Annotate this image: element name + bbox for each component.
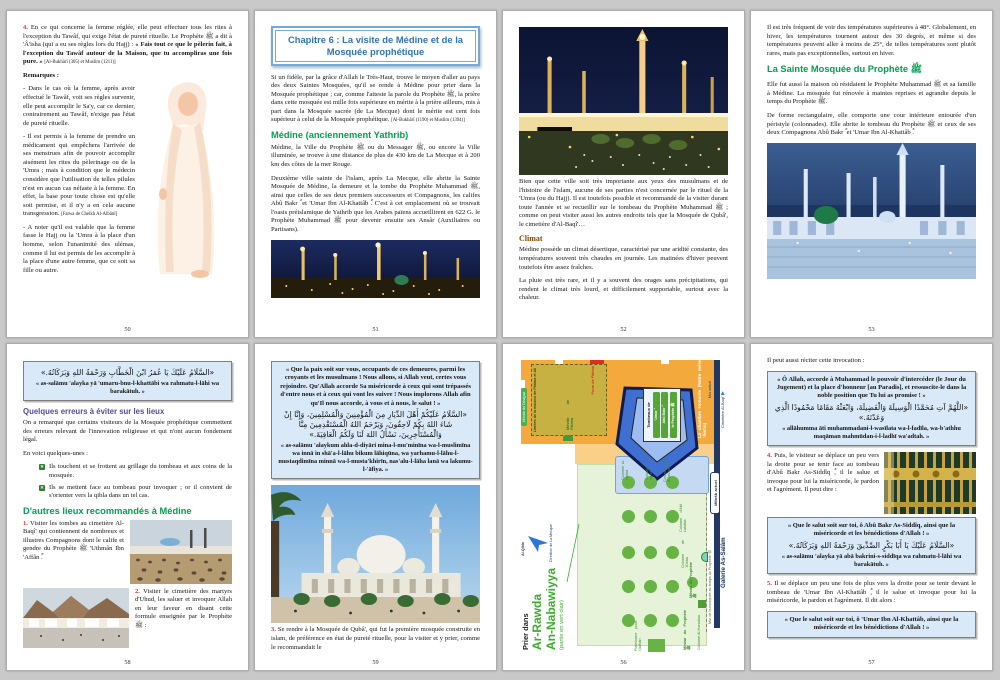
medina-paragraph-2: Deuxième ville sainte de l'islam, après La Mecque, elle abrite la Sainte Mosquée de Médine, la demeure et la tombe du Prophète Muhammad ﷺ, ainsi que celles de ses deux premiers successeurs et Compagnons, les califes Abû Bakr ؓ et 'Umar Ibn Al-Khattâb ؓ. C'est à cet emplacement où se trouvait l'oasis préislamique de Yathrib que les Arabes païens accueillirent en 622 G. le Prophète Muhammad ﷺ pour devenir ensuite ses Ansâr (Auxiliaires ou Partisans).: [271, 174, 480, 233]
column-marker: [622, 510, 635, 523]
current-mihrab-label: Mihrâb actuel: [710, 472, 720, 514]
medina-heading: Médine (anciennement Yathrib): [271, 129, 409, 140]
climate-paragraph-2: La pluie est très rare, et il y a souvent des orages sans précipitations, qui rendent le climat très lourd, et difficilement supportable, surtout avec la chaleur.: [519, 277, 728, 302]
adhan-platform-marker: [648, 639, 665, 652]
adhan-platform-label: Plateforme pour l'Adhân: [633, 620, 642, 651]
fatima-gate-label: Porte de Fâtima: [590, 365, 595, 394]
error-item: ✕ Ils touchent et se frottent au grillage du tombeau et aux coins de la mosquée.: [40, 463, 232, 480]
prophet-mihrab-marker: [701, 552, 708, 562]
step-4-paragraph: 4. Puis, le visiteur se déplace un peu vers la droite pour se tenir face au tombeau d'Abû Bakr As-Siddîq ؓ, il le salue et invoque pour lui la miséricorde, le pardon et l'agrément. Il peut dire :: [767, 451, 880, 494]
page-51: [254, 10, 497, 338]
column-marker: [622, 614, 635, 627]
aisha-column-label: Colonne de 'Â'isha: [680, 539, 689, 568]
recommended-places-heading: D'autres lieux recommandés à Médine: [23, 505, 192, 516]
cross-box-icon: ✕: [40, 464, 44, 470]
page-58: [6, 343, 249, 671]
holy-mosque-heading: La Sainte Mosquée du Prophète ﷺ: [767, 64, 922, 75]
right-arrow-icon: ▶: [719, 390, 726, 395]
arabic-dua-text: «السَّلَامُ عَلَيْكَ يَا عُمَرُ ابْنَ الْخَطَّابِ وَرَحْمَةُ اللهِ وَبَرَكَاتُهُ.»: [40, 368, 215, 377]
cemetery-salutation-box: [271, 361, 480, 479]
column-marker: [644, 580, 657, 593]
qibla-arrow-icon: [527, 534, 549, 552]
map-pointer-line: [565, 522, 581, 582]
fatwa-reference: [Fatwa de Cheikh Al-Albânî]: [61, 212, 118, 218]
column-marker: [644, 546, 657, 559]
map-door-gap: [661, 360, 669, 364]
remark-1: - Dans le cas où la femme, après avoir effectué le Tawâf, voit ses règles survenir, elle peut accomplir le Sa'y, car ce dernier, contrairement au Tawâf, n'exige pas l'état de pureté rituelle.: [23, 85, 135, 127]
map-pretitle: Prier dans: [520, 612, 530, 650]
arabic-dua-text: «السَّلَامُ عَلَيْكُمْ أَهْلَ الدِّيَارِ مِنَ الْمُؤْمِنِينَ وَالْمُسْلِمِينَ، وَإِنَّا إِنْ شَاءَ اللهُ بِكُمْ لَاحِقُونَ، وَيَرْحَمُ اللهُ الْمُسْتَقْدِمِينَ مِنَّا وَالْمُسْتَأْخِرِينَ، نَسْأَلُ اللهَ لَنَا وَلَكُمُ الْعَافِيَةَ.»: [284, 410, 467, 439]
french-dua-text: « Que le salut soit sur toi, ô 'Umar Ibn Al-Khattâb, ainsi que la miséricorde et les bénédictions d'Allah ! »: [784, 615, 959, 632]
cross-box-icon: ✕: [40, 484, 44, 490]
chapter-title: Chapitre 6 : La visite de Médine et de la Mosquée prophétique: [275, 30, 476, 62]
bed-column-label: Colonne du lit (as-sarîr): [662, 459, 671, 482]
column-marker: [622, 546, 635, 559]
arabic-dua-text: «السَّلَامُ عَلَيْكَ يَا أَبَا بَكْرٍ الصِّدِّيقَ وَرَحْمَةُ اللهِ وَبَرَكَاتُهُ.»: [788, 540, 955, 550]
page-number: 52: [620, 325, 627, 333]
column-marker: [666, 510, 679, 523]
tomb-prophet-label: le Prophète ﷺ: [669, 392, 676, 438]
prophets-mosque-dusk-photo: [767, 143, 976, 279]
errors-heading: Quelques erreurs à éviter sur les lieux: [23, 407, 165, 417]
column-marker: [622, 580, 635, 593]
uhud-text: 2. Visiter le cimetière des martyrs d'Uhud, les saluer et invoquer Allah en leur faveur en disant cette formule enseignée par le Prophète ﷺ :: [135, 587, 232, 629]
remark-2: - Il est permis à la femme de prendre un médicament qui empêchera l'arrivée de ses menstrues afin de pouvoir accomplir aisément les rites du pèlerinage ou de la 'Umra ; mais à condition que le médecin considère que l'utilisation de telles pilules n'est en aucun cas néfaste à la femme. En effet, la base pour toute chose est qu'elle soit permise, et il n'y a en cela aucune transgression. [Fatwa de Cheikh Al-Albânî]: [23, 133, 135, 218]
paragraph-4: 4. En ce qui concerne la femme réglée, elle peut effectuer tous les rites à l'exception du Tawâf, qui exige l'état de pureté rituelle. Le Prophète ﷺ a dit à 'Â'isha (qui a eu ses règles lors du Hajj) : « Fais tout ce que le pèlerin fait, à l'exception du Tawâf autour de la Maison, que tu accompliras une fois pure. » [Al-Bukhârî (305) et Muslim (1211)]: [23, 24, 232, 66]
hannana-column-label: Colonne Al-Hannâna: [696, 614, 701, 650]
page-number: 51: [372, 325, 379, 333]
chapter-title-box: [271, 26, 480, 66]
transliteration-text: « as-salāmu 'alaykum ahla-d-diyāri mina-l-mu'minīna wa-l-muslimīna wa innā in shā'a-l-lāhu bikum lāhiqūna, wa yarhamu-l-lāhu-l-mustaqdimīna minnā wa-l-musta'khirīn, nas'alu-l-lāha lanā wa lakumu-l-'āfiya. »: [278, 441, 473, 474]
wufud-column-label: Colonne al-wufûd: [620, 459, 629, 480]
qibla-label: Al-Qibla: [520, 541, 525, 556]
quba-paragraph: 3. Se rendre à la Mosquée de Qubâ', qui fut la première mosquée construite en islam, de préférence en état de pureté rituelle, pour la visiter et y prier, comme le recommandait le: [271, 626, 480, 651]
errors-paragraph: On a remarqué que certains visiteurs de la Mosquée prophétique commettent des erreurs relevant de l'innovation religieuse et qui n'ont aucun fondement légal.: [23, 419, 232, 444]
fatima-gate-marker: [590, 360, 604, 364]
map-door-gap: [521, 380, 525, 388]
mihrab-tahajjud-label: Mihrâb du Tahajjud: [521, 388, 527, 426]
page-53: [750, 10, 993, 338]
hadith-quote: « Fais tout ce que le pèlerin fait, à l'exception du Tawâf autour de la Maison, que tu accompliras une fois pure. »: [23, 41, 232, 66]
prophets-mosque-night-photo: [519, 27, 728, 175]
column-marker: [666, 546, 679, 559]
remarques-heading: Remarques :: [23, 71, 59, 79]
remark-3: - A noter qu'il est valable que la femme fasse le Hajj ou la 'Umra à la place d'un homme, selon l'unanimité des ulémas, comme il lui est permis de les accomplir à la place d'une autre femme, que ce soit sa fille ou autre.: [23, 223, 135, 274]
fatima-house-label: Limites de la maison de Fâtima et Ali: [532, 367, 537, 432]
column-marker: [666, 580, 679, 593]
prophet-mihrab-label: Mihrâb du Prophète ﷺ: [688, 561, 697, 598]
salutation-umar-box: [23, 361, 232, 401]
page-57: [750, 343, 993, 671]
tomb-umar-label: 'Umar ؓ: [652, 392, 659, 438]
tombs-title: Tombeaux de: [645, 401, 651, 428]
mosque-paragraph-2: De forme rectangulaire, elle comporte une cour intérieure entourée d'un péristyle (colonnades). Elle abrite le tombeau du Prophète ﷺ et ceux de ses deux Compagnons Abû Bakr ؓ et 'Umar Ibn Al-Khattâb ؓ.: [767, 111, 976, 137]
chapter-intro: Si un fidèle, par la grâce d'Allah le Très-Haut, trouve le moyen d'aller au pays des deux Saintes Mosquées, qu'il se rende à Médine pour prier dans la Mosquée prophétique ; car, comme l'atteste la parole du Prophète ﷺ, la prière dans cette mosquée est mille fois supérieure en mérite à la prière ailleurs, mis à part dans la Mosquée sacrée (de La Mecque) dont le mérite est cent fois supérieur à celui de la Mosquée prophétique. [Al-Bukhârî (1190) et Muslim (1394)]: [271, 73, 481, 124]
map-title-line1: Ar-Rawda: [529, 593, 544, 650]
tomb-abubakr-label: Abû Bakr ؓ: [661, 392, 668, 438]
medina-night-photo: [271, 240, 480, 298]
arabic-dua-text: «اللَّهُمَّ آتِ مُحَمَّدًا الْوَسِيلَةَ وَالْفَضِيلَةَ، وَابْعَثْهُ مَقَامًا مَحْمُودًا الَّذِي وَعَدْتَهُ.»: [774, 402, 969, 422]
page-56: [502, 343, 745, 671]
french-dua-text: « Ô Allah, accorde à Muhammad le pouvoir d'intercéder (le Jour du Jugement) et la place d'honneur [au Paradis], et ressuscite-le dans la noble position que Tu lui as promise ! »: [776, 375, 967, 400]
page-52: [502, 10, 745, 338]
salam-gallery-label: Galerie As-Salâm: [719, 536, 727, 588]
uhud-row: [23, 588, 232, 648]
map-subtitle: (partie en vert clair): [558, 599, 565, 650]
page-number: 50: [124, 325, 131, 333]
abubakr-salutation-box: [767, 517, 976, 574]
haras-column-label: Colonne al-haras: [644, 459, 653, 480]
page-number: 59: [372, 658, 379, 666]
baqi-row: [23, 520, 232, 584]
rawda-map: [521, 360, 727, 652]
current-wall-label: Mur actuel: [707, 380, 712, 398]
woman-hijab-illustration: [140, 74, 232, 279]
uhud-cemetery-photo: [23, 588, 129, 648]
step-5-paragraph: 5. Il se déplace un peu une fois de plus vers la droite pour se tenir devant le tombeau de 'Umar Ibn Al-Khattâb ؓ, il le salue et invoque pour lui la miséricorde, le pardon et l'agrément. Il dit alors :: [767, 580, 977, 605]
tomb-grille-photo: [884, 452, 976, 514]
error-item: ✕ Ils se mettent face au tombeau pour invoquer ; or il convient de s'orienter vers la qibla dans un tel cas.: [40, 483, 232, 500]
minbar-label: Minbar du Prophète ﷺ: [682, 609, 691, 650]
page-59: [254, 343, 497, 671]
honored-chamber-label: La chambre Honorée (Notre mère 'Âisha): [696, 359, 707, 438]
map-title-line2: An-Nabawiyya: [543, 567, 558, 650]
abulubaba-column-label: Colonne d'Abî Lubâba: [678, 503, 687, 532]
old-wall-label: Mur de la mosquée au temps du Prophète ﷺ: [707, 549, 711, 624]
mihrab-fatima-label: Mihrâb de Fâtima: [565, 399, 574, 430]
climate-heading: Climat: [519, 234, 543, 244]
column-marker: [644, 510, 657, 523]
column-marker: [644, 614, 657, 627]
map-door-gap: [555, 360, 563, 364]
baqi-cemetery-photo: [130, 520, 232, 584]
page-number: 53: [868, 325, 875, 333]
climate-paragraph-1: Médine possède un climat désertique, caractérisé par une aridité constante, des températures souvent très chaudes en journée. Les matinées d'hiver peuvent toutefois être assez fraîches.: [519, 246, 728, 271]
column-marker: [666, 614, 679, 627]
tombs-box: [643, 388, 681, 442]
medina-paragraph-1: Médine, la Ville du Prophète ﷺ ou du Messager ﷺ, ou encore la Ville illuminée, se trouve à une distance de plus de 430 km de La Mecque et à 200 km des côtes de la mer Rouge.: [271, 143, 480, 168]
mosque-paragraph-1: Elle fut aussi la maison où résidaient le Prophète Muhammad ﷺ et sa famille à Médine. La mosquée fut rénovée à maintes reprises et agrandie depuis le temps du Prophète ﷺ.: [767, 81, 976, 106]
french-dua-text: « Que la paix soit sur vous, occupants de ces demeures, parmi les croyants et les musulmans ! Nous allons, si Allah veut, certes vous rejoindre. Qu'Allah accorde Sa miséricorde à ceux qui sont trépassés d'entre nous et à ceux qui vont les suivre ! Nous implorons Allah afin qu'Il nous accorde, à vous et à nous, le salut ! »: [280, 366, 471, 407]
page-number: 58: [124, 658, 131, 666]
transliteration-text: « allāhumma āti muhammadani-l-wasīlata wa-l-fadīla, wa-b'athhu maqāman mahmūdan-i-l-ladhī wa'adtah. »: [782, 424, 961, 440]
baqi-text: 1. Visiter les tombes au cimetière Al-Baqî' qui contiennent de nombreux et illustres Compagnons dont le calife et gendre du Prophète ﷺ 'Uthmân Ibn 'Affân ؓ.: [23, 519, 124, 561]
quba-mosque-photo: [271, 485, 480, 623]
transliteration-text: « as-salāmu 'alayka yā 'umaru-bnu-l-khattābi wa rahmatu-l-lāhi wa barakātuh. »: [35, 379, 220, 396]
errors-intro: En voici quelques-unes :: [23, 449, 89, 457]
wasila-dua-box: [767, 371, 976, 446]
umar-salutation-box: [767, 611, 976, 638]
page-50: [6, 10, 249, 338]
hadith-reference: [Al-Bukhârî (1190) et Muslim (1394)]: [391, 118, 465, 124]
temperature-paragraph: Il est très fréquent de voir des températures supérieures à 48°. Globalement, en hiver, les températures tournent autour des 30 degrés, et même si des températures peuvent aller à moins de 25°, de telles températures sont plutôt rares, mais pas exceptionnelles, surtout en hiver.: [767, 24, 976, 57]
baqi-cemetery-direction: Cimetière Al-Baqî' ▶: [719, 390, 726, 428]
rawda-map-wrapper: [519, 359, 728, 652]
city-importance-paragraph: Bien que cette ville soit très importante aux yeux des musulmans et de l'histoire de l'islam, aucune de ses parties n'est concernée par le rituel de la 'Umra (ou du Hajj). Il est toutefois possible et recommandé de la visiter durant toute l'année et se recueillir sur le tombeau du Prophète Muhammad ﷺ ; comme on peut visiter aussi les autres endroits tels que la Mosquée de Qubâ', le cimetière d'Al-Baqî'…: [519, 178, 728, 228]
invocation-intro: Il peut aussi réciter cette invocation :: [767, 357, 865, 364]
french-dua-text: « Que le salut soit sur toi, ô Abû Bakr As-Siddîq, ainsi que la miséricorde et les bénédictions d'Allah ! »: [787, 521, 956, 538]
item-number: 4.: [23, 24, 28, 31]
transliteration-text: « as-salāmu 'alayka yā abā bakrini-s-siddīqa wa rahmatu-l-lāhi wa barakātuh. »: [781, 552, 962, 568]
page-number: 56: [620, 658, 627, 666]
mecca-direction-label: Direction de La Mecque: [548, 523, 553, 562]
page-number: 57: [868, 658, 875, 666]
mihrab-fatima-marker: [563, 435, 573, 441]
hadith-reference: [Al-Bukhârî (305) et Muslim (1211)]: [44, 60, 116, 66]
